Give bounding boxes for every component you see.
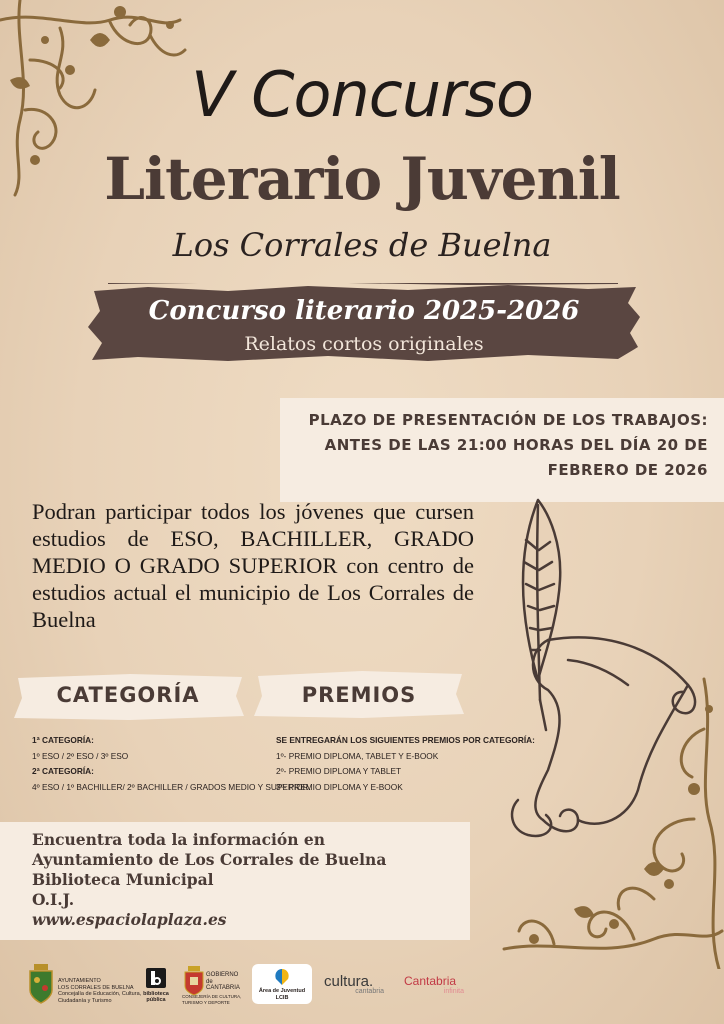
deadline-line: FEBRERO DE 2026: [547, 461, 708, 479]
gobierno-line: de: [206, 978, 213, 985]
cultura-sub: cantabria: [355, 988, 384, 995]
deadline-line: PLAZO DE PRESENTACIÓN DE LOS TRABAJOS:: [308, 411, 708, 429]
gobierno-consejeria: [182, 994, 252, 1005]
ayuntamiento-title: AYUNTAMIENTO: [58, 978, 101, 984]
prize-third: 3º- PREMIO DIPLOMA Y E-BOOK: [276, 781, 403, 792]
gobierno-line: CANTABRIA: [206, 985, 240, 991]
banner-subtitle: Relatos cortos originales: [244, 333, 484, 355]
biblioteca-line: pública: [146, 997, 166, 1003]
prizes-heading: PREMIOS: [301, 683, 417, 707]
ayuntamiento-name: LOS CORRALES DE BUELNA: [58, 984, 134, 991]
info-line: Ayuntamiento de Los Corrales de Buelna: [32, 850, 387, 869]
ayuntamiento-sub: Ciudadanía y Turismo: [58, 997, 112, 1004]
ayuntamiento-shield-icon: [28, 964, 54, 1004]
eligibility-text: Podran participar todos los jóvenes que cursen estudios de ESO, BACHILLER, GRADO MEDIO O GRADO SUPERIOR con centro de estudios actual el municipio de Los Corrales de Buelna: [32, 499, 474, 632]
category-2-items: 4º ESO / 1º BACHILLER/ 2º BACHILLER / GRADOS MEDIO Y SUPERIOR.: [32, 781, 311, 792]
prizes-list: [276, 733, 535, 795]
cantabria-infinita-logo: [404, 974, 474, 995]
quill-scroll-illustration: [488, 490, 724, 860]
prize-second: 2º- PREMIO DIPLOMA Y TABLET: [276, 766, 402, 776]
category-1-items: 1º ESO / 2º ESO / 3º ESO: [32, 750, 129, 761]
juventud-logo: [252, 964, 312, 1004]
sponsor-logos: [0, 958, 724, 1024]
biblioteca-line: biblioteca: [143, 991, 169, 997]
cultura-main: cultura.: [324, 973, 374, 990]
website-link[interactable]: www.espaciolaplaza.es: [32, 910, 227, 929]
info-line: Biblioteca Municipal: [32, 870, 214, 889]
main-title: Literario Juvenil: [104, 145, 620, 213]
info-text: [32, 830, 472, 930]
ayuntamiento-sub: Concejalía de Educación, Cultura,: [58, 991, 142, 997]
juventud-icon: [272, 967, 292, 987]
deadline-text: [288, 408, 708, 483]
place-title: Los Corrales de Buelna: [172, 226, 552, 264]
biblioteca-logo: [138, 991, 174, 1003]
juventud-line: Área de Juventud: [258, 988, 306, 994]
juventud-line: LCIB: [275, 994, 289, 1001]
gobierno-sub: CONSEJERÍA DE CULTURA,: [182, 994, 242, 999]
gobierno-sub: TURISMO Y DEPORTE: [182, 999, 230, 1005]
deadline-line: ANTES DE LAS 21:00 HORAS DEL DÍA 20 DE: [324, 436, 708, 454]
category-list: [32, 733, 311, 795]
category-2-title: 2ª CATEGORÍA:: [32, 766, 94, 776]
banner-title: Concurso literario 2025-2026: [148, 296, 580, 326]
prizes-intro: SE ENTREGARÁN LOS SIGUIENTES PREMIOS POR CATEGORÍA:: [276, 735, 535, 745]
edition-title: V Concurso: [191, 58, 533, 131]
category-heading: CATEGORÍA: [56, 683, 200, 707]
info-line: Encuentra toda la información en: [32, 830, 326, 849]
cantabria-sub: infinita: [443, 988, 464, 995]
gobierno-shield-icon: [184, 966, 204, 996]
info-line: O.I.J.: [32, 890, 75, 909]
cantabria-main: Cantabria: [404, 974, 457, 988]
prize-first: 1º- PREMIO DIPLOMA, TABLET Y E-BOOK: [276, 750, 439, 761]
category-1-title: 1ª CATEGORÍA:: [32, 735, 94, 745]
biblioteca-icon: [146, 968, 166, 988]
cultura-logo: [324, 973, 394, 995]
gobierno-line: GOBIERNO: [206, 972, 239, 978]
